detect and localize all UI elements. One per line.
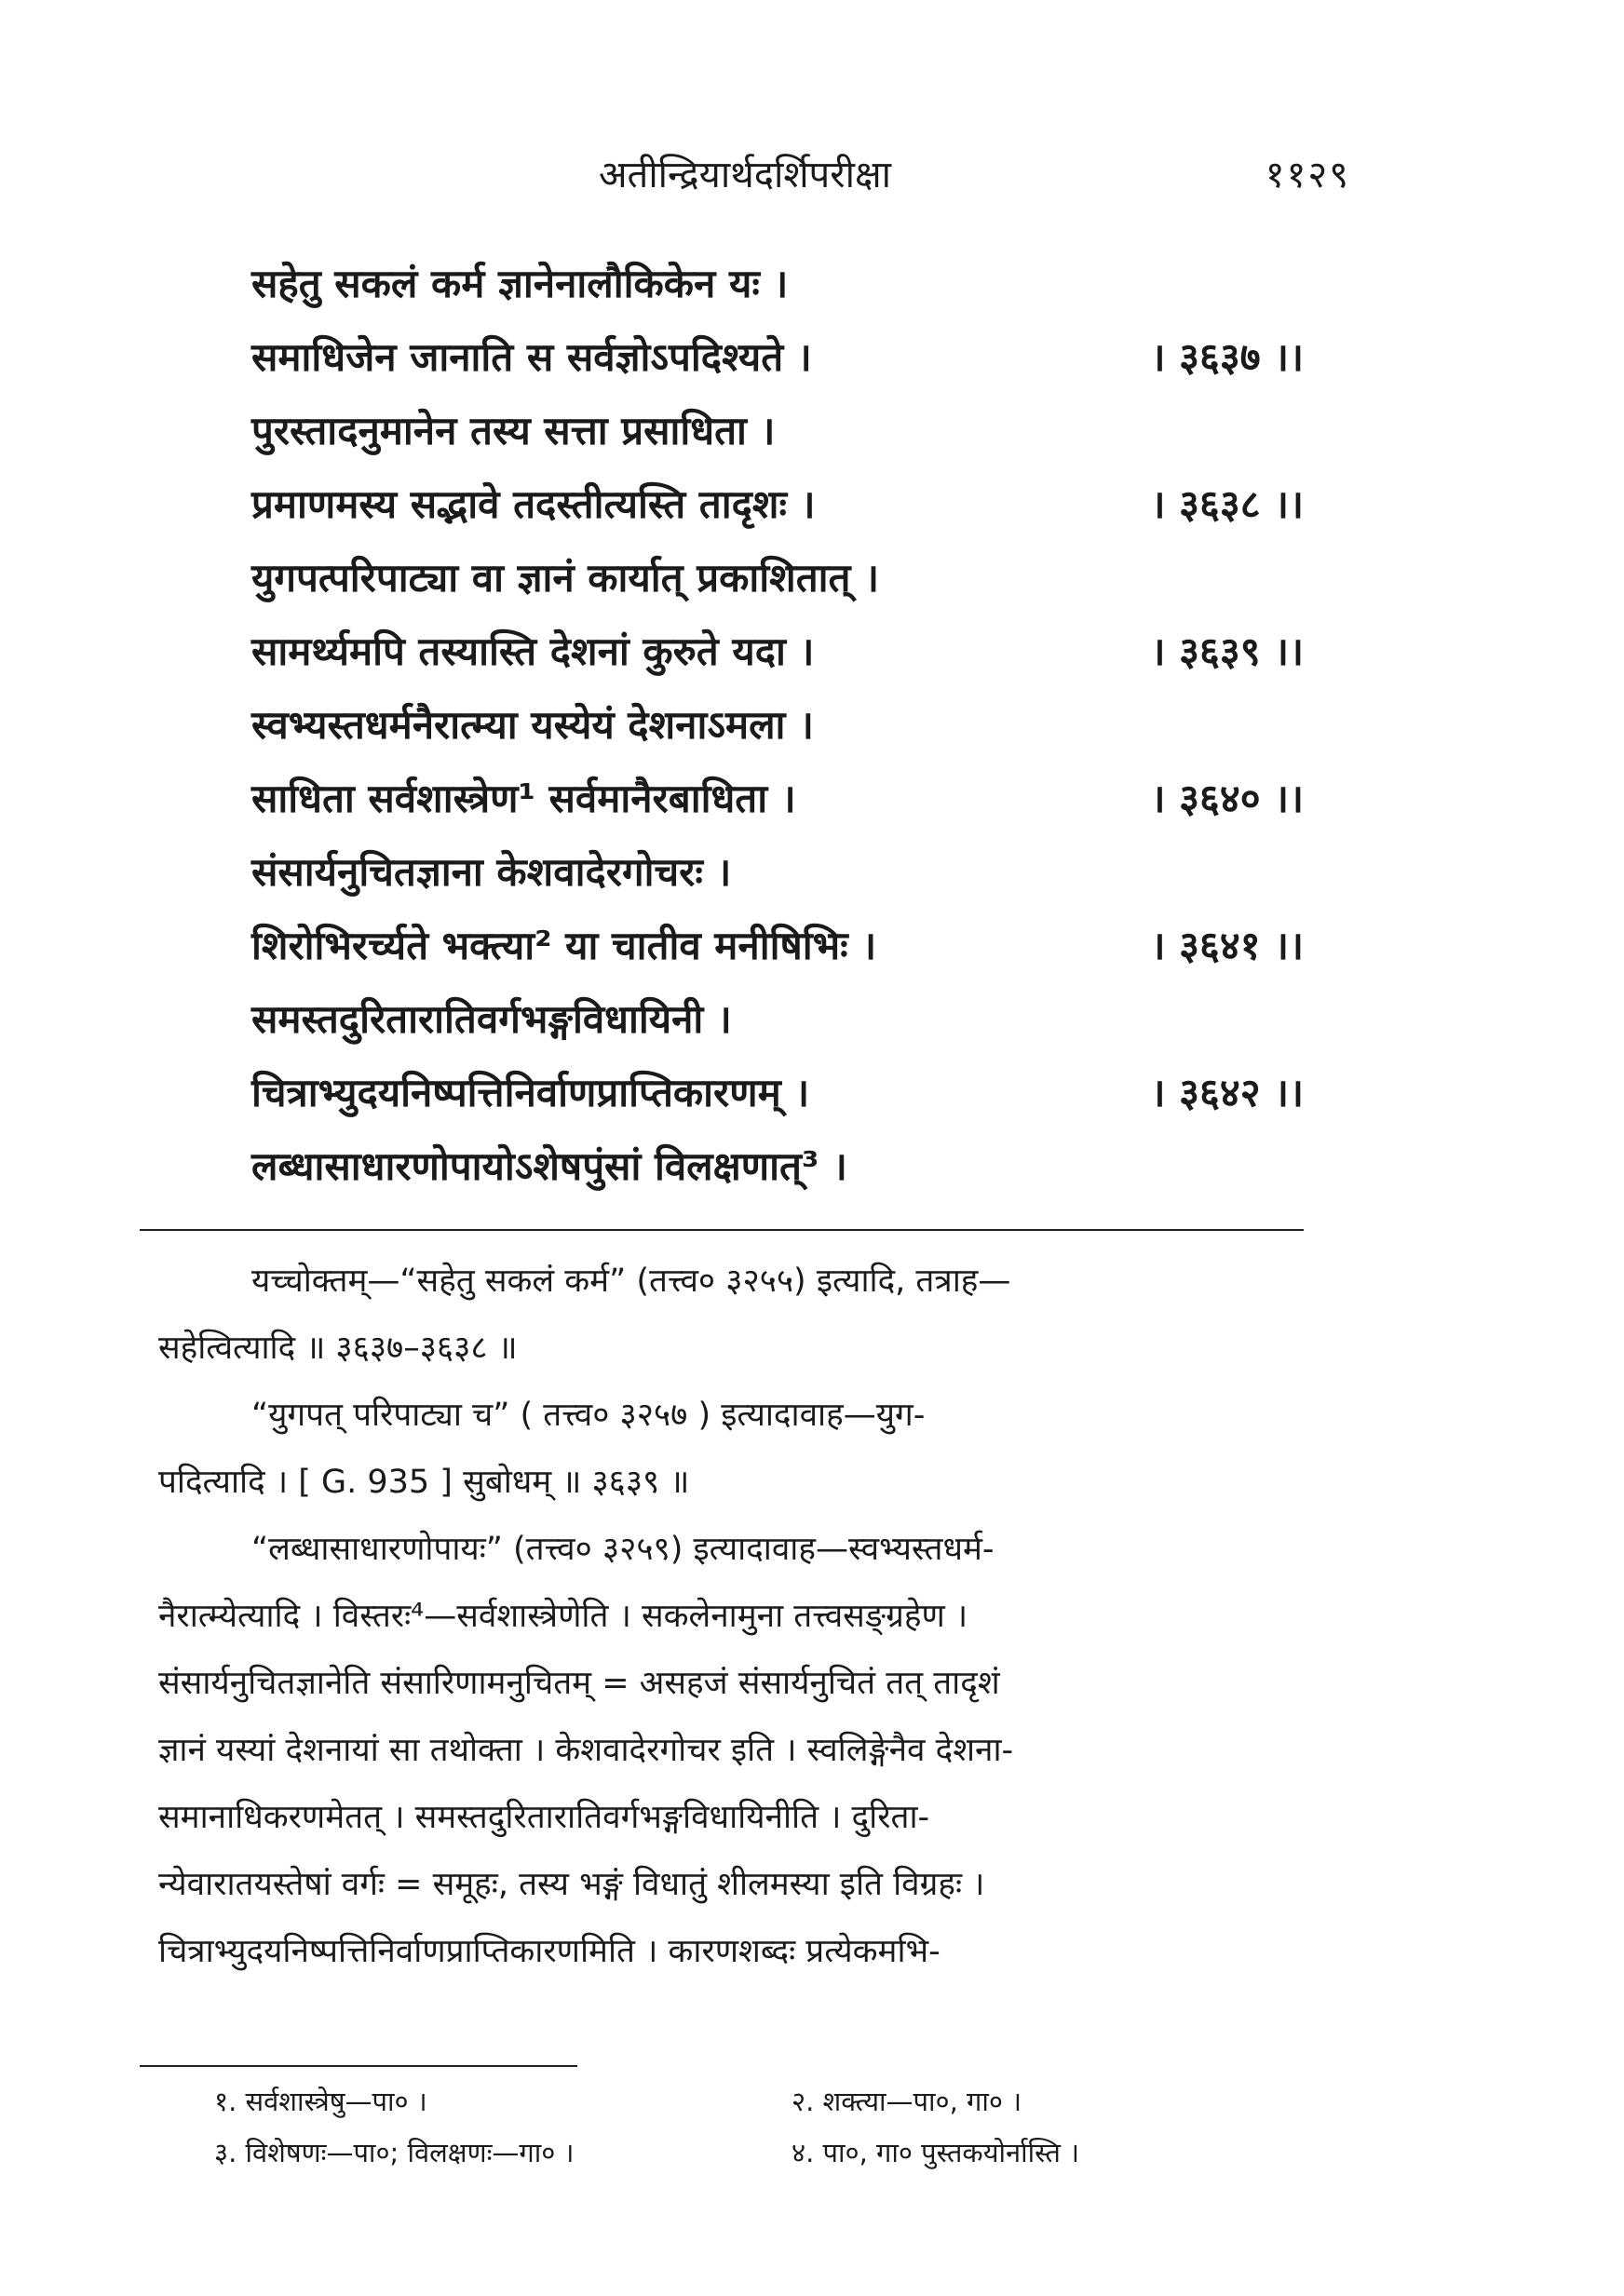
verse-number: । ३६४२ ।। [1150,1070,1304,1115]
commentary-line: समानाधिकरणमेतत् । समस्तदुरितारातिवर्गभङ्गविधायिनीति । दुरिता- [158,1799,930,1836]
verse-block [251,247,1304,1203]
verse-text: लब्धासाधारणोपायोऽशेषपुंसां विलक्षणात्³ । [251,1143,847,1189]
commentary-line: “युगपत् परिपाट्या च” ( तत्त्व० ३२५७ ) इत्यादावाह—युग- [251,1397,926,1434]
verse-text: चित्राभ्युदयनिष्पत्तिनिर्वाणप्राप्तिकारणम् । [251,1070,810,1115]
running-header [140,140,1350,196]
footnote: १. सर्वशास्त्रेषु—पा० । [214,2086,427,2117]
verse-text: सामर्थ्यमपि तस्यास्ति देशनां कुरुते यदा । [251,628,815,674]
verse-number: । ३६३९ ।। [1150,628,1304,674]
commentary-block [158,1248,1313,1985]
verse-line [251,467,1304,541]
commentary-line: नैरात्म्येत्यादि । विस्तरः⁴—सर्वशास्त्रेणेति । सकलेनामुना तत्त्वसङ्ग्रहेण । [158,1598,968,1635]
commentary-line: ज्ञानं यस्यां देशनायां सा तथोक्ता । केशवादेरगोचर इति । स्वलिङ्गेनैव देशना- [158,1732,1014,1769]
verse-line [251,762,1304,835]
verse-text: स्वभ्यस्तधर्मनैरात्म्या यस्येयं देशनाऽमला । [251,702,814,748]
verse-line [251,320,1304,394]
verse-line [251,541,1304,615]
commentary-line: न्येवारातयस्तेषां वर्गः = समूहः, तस्य भङ्गं विधातुं शीलमस्या इति विग्रहः । [158,1866,985,1903]
footnote-divider [140,2065,577,2067]
commentary-line: पदित्यादि । [ G. 935 ] सुबोधम् ॥ ३६३९ ॥ [158,1464,690,1501]
verse-line [251,247,1304,320]
verse-line [251,909,1304,982]
section-divider [140,1229,1304,1231]
footnote: ३. विशेषणः—पा०; विलक्षणः—गा० । [214,2137,575,2168]
commentary-line: चित्राभ्युदयनिष्पत्तिनिर्वाणप्राप्तिकारणमिति । कारणशब्दः प्रत्येकमभि- [158,1933,941,1970]
commentary-line: “लब्धासाधारणोपायः” (तत्त्व० ३२५९) इत्यादावाह—स्वभ्यस्तधर्म- [251,1531,995,1568]
footnote: ४. पा०, गा० पुस्तकयोर्नास्ति । [792,2137,1080,2168]
verse-line [251,688,1304,762]
verse-line [251,1056,1304,1129]
verse-text: समाधिजेन जानाति स सर्वज्ञोऽपदिश्यते । [251,334,812,380]
verse-text: पुरस्तादनुमानेन तस्य सत्ता प्रसाधिता । [251,408,776,453]
verse-line [251,982,1304,1056]
verse-text: युगपत्परिपाट्या वा ज्ञानं कार्यात् प्रकाशितात् । [251,555,880,601]
verse-text: प्रमाणमस्य सद्भावे तदस्तीत्यस्ति तादृशः । [251,481,816,527]
running-title: अतीन्द्रियार्थदर्शिपरीक्षा [598,154,892,196]
verse-number: । ३६४० ।। [1150,776,1304,821]
verse-text: शिरोभिरर्च्यते भक्त्या² या चातीव मनीषिभिः । [251,923,877,968]
verse-line [251,835,1304,909]
commentary-line: सहेत्वित्यादि ॥ ३६३७–३६३८ ॥ [158,1330,518,1367]
verse-text: संसार्यनुचितज्ञाना केशवादेरगोचरः । [251,849,732,895]
commentary-line: संसार्यनुचितज्ञानेति संसारिणामनुचितम् = असहजं संसार्यनुचितं तत् तादृशं [158,1665,1000,1702]
verse-text: साधिता सर्वशास्त्रेण¹ सर्वमानैरबाधिता । [251,776,796,821]
footnote-row [214,2127,1313,2179]
verse-line [251,615,1304,688]
verse-number: । ३६३७ ।। [1150,334,1304,380]
verse-number: । ३६४१ ।। [1150,923,1304,968]
verse-text: समस्तदुरितारातिवर्गभङ्गविधायिनी । [251,996,732,1042]
footnote-row [214,2076,1313,2127]
commentary-line: यच्चोक्तम्—“सहेतु सकलं कर्म” (तत्त्व० ३२५५) इत्यादि, तत्राह— [251,1263,1011,1300]
verse-number: । ३६३८ ।। [1150,481,1304,527]
verse-line [251,394,1304,467]
page-number: ११२९ [1265,154,1350,196]
verse-line [251,1129,1304,1203]
verse-text: सहेतु सकलं कर्म ज्ञानेनालौकिकेन यः । [251,261,789,306]
footnote: २. शक्त्या—पा०, गा० । [792,2086,1022,2117]
footnotes-block [214,2076,1313,2179]
